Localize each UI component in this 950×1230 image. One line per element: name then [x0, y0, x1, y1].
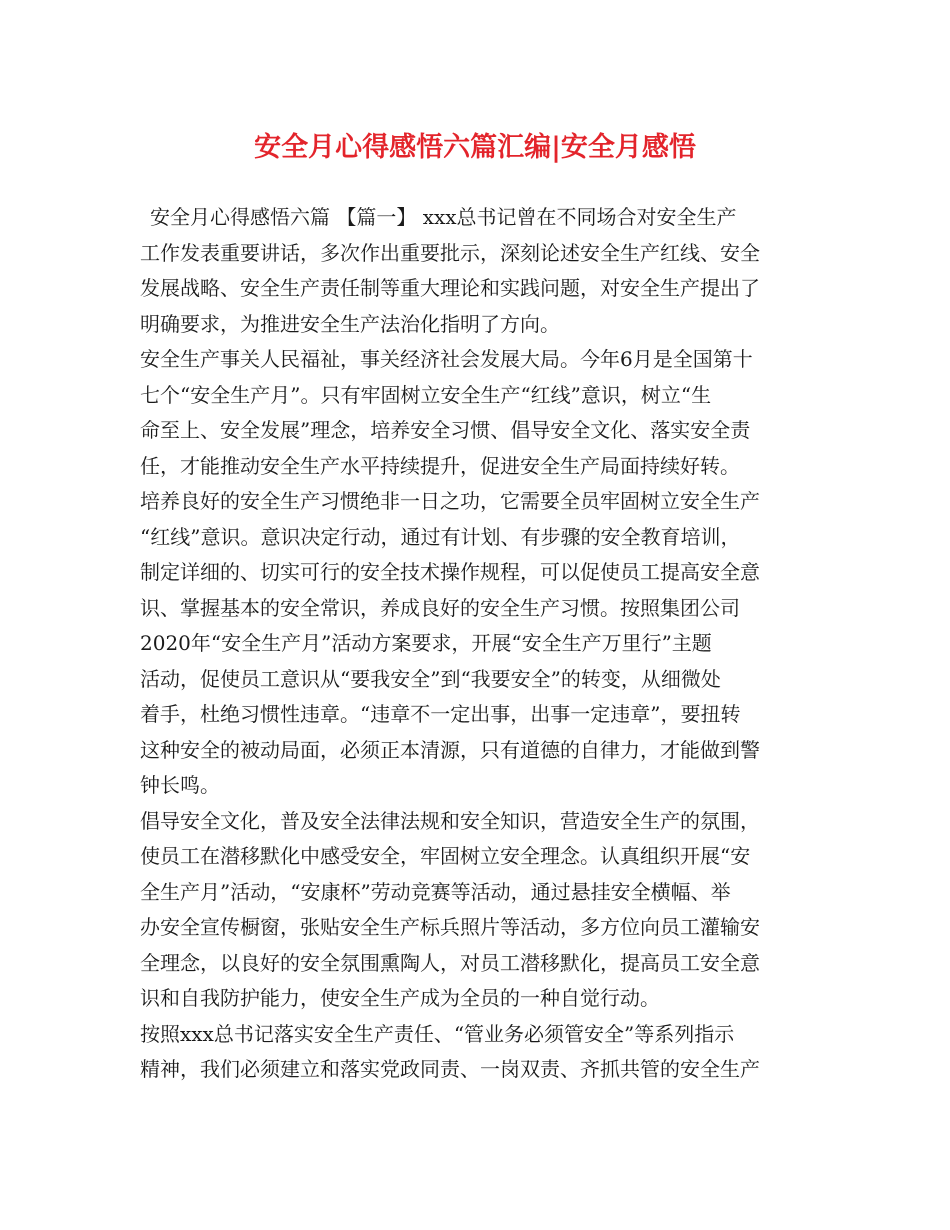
document-title: 安全月心得感悟六篇汇编|安全月感悟 — [254, 132, 696, 163]
text-line: 制定详细的、切实可行的安全技术操作规程，可以促使员工提高安全意 — [140, 560, 760, 584]
text-line: 培养良好的安全生产习惯绝非一日之功，它需要全员牢固树立安全生产 — [140, 489, 760, 513]
text-line: 钟长鸣。 — [140, 773, 220, 797]
document-body — [140, 200, 830, 1088]
text-line: 识、掌握基本的安全常识，养成良好的安全生产习惯。按照集团公司 — [140, 595, 740, 620]
text-line: 七个“安全生产月”。只有牢固树立安全生产“红线”意识，树立“生 — [140, 382, 712, 407]
text-line: 这种安全的被动局面，必须正本清源，只有道德的自律力，才能做到警 — [140, 737, 760, 762]
text-line: 按照xxx总书记落实安全生产责任、“管业务必须管安全”等系列指示 — [140, 1021, 735, 1046]
text-line: 办安全宣传橱窗，张贴安全生产标兵照片等活动，多方位向员工灌输安 — [140, 915, 760, 939]
text-line: 命至上、安全发展”理念，培养安全习惯、倡导安全文化、落实安全责 — [140, 418, 751, 442]
text-line: 精神，我们必须建立和落实党政同责、一岗双责、齐抓共管的安全生产 — [140, 1057, 760, 1081]
text-line: 任，才能推动安全生产水平持续提升，促进安全生产局面持续好转。 — [140, 453, 740, 478]
text-line: 识和自我防护能力，使安全生产成为全员的一种自觉行动。 — [140, 986, 660, 1010]
text-line: 全理念，以良好的安全氛围熏陶人，对员工潜移默化，提高员工安全意 — [140, 950, 760, 975]
text-line: 全生产月”活动，“安康杯”劳动竞赛等活动，通过悬挂安全横幅、举 — [140, 879, 731, 904]
text-line: 2020年“安全生产月”活动方案要求，开展“安全生产万里行”主题 — [140, 631, 712, 655]
text-line: 安全月心得感悟六篇 【篇一】 xxx总书记曾在不同场合对安全生产 — [150, 205, 737, 229]
text-line: 活动，促使员工意识从“要我安全”到“我要安全”的转变，从细微处 — [140, 666, 721, 691]
text-line: 着手，杜绝习惯性违章。“违章不一定出事，出事一定违章”，要扭转 — [140, 702, 741, 726]
text-line: “红线”意识。意识决定行动，通过有计划、有步骤的安全教育培训， — [140, 524, 741, 549]
text-line: 使员工在潜移默化中感受安全，牢固树立安全理念。认真组织开展“安 — [140, 844, 751, 868]
text-line: 明确要求，为推进安全生产法治化指明了方向。 — [140, 311, 560, 336]
text-line: 工作发表重要讲话，多次作出重要批示，深刻论述安全生产红线、安全 — [140, 240, 760, 265]
text-line: 倡导安全文化，普及安全法律法规和安全知识，营造安全生产的氛围， — [140, 808, 760, 833]
text-line: 安全生产事关人民福祉，事关经济社会发展大局。今年6月是全国第十 — [140, 347, 753, 371]
text-line: 发展战略、安全生产责任制等重大理论和实践问题，对安全生产提出了 — [140, 276, 760, 300]
